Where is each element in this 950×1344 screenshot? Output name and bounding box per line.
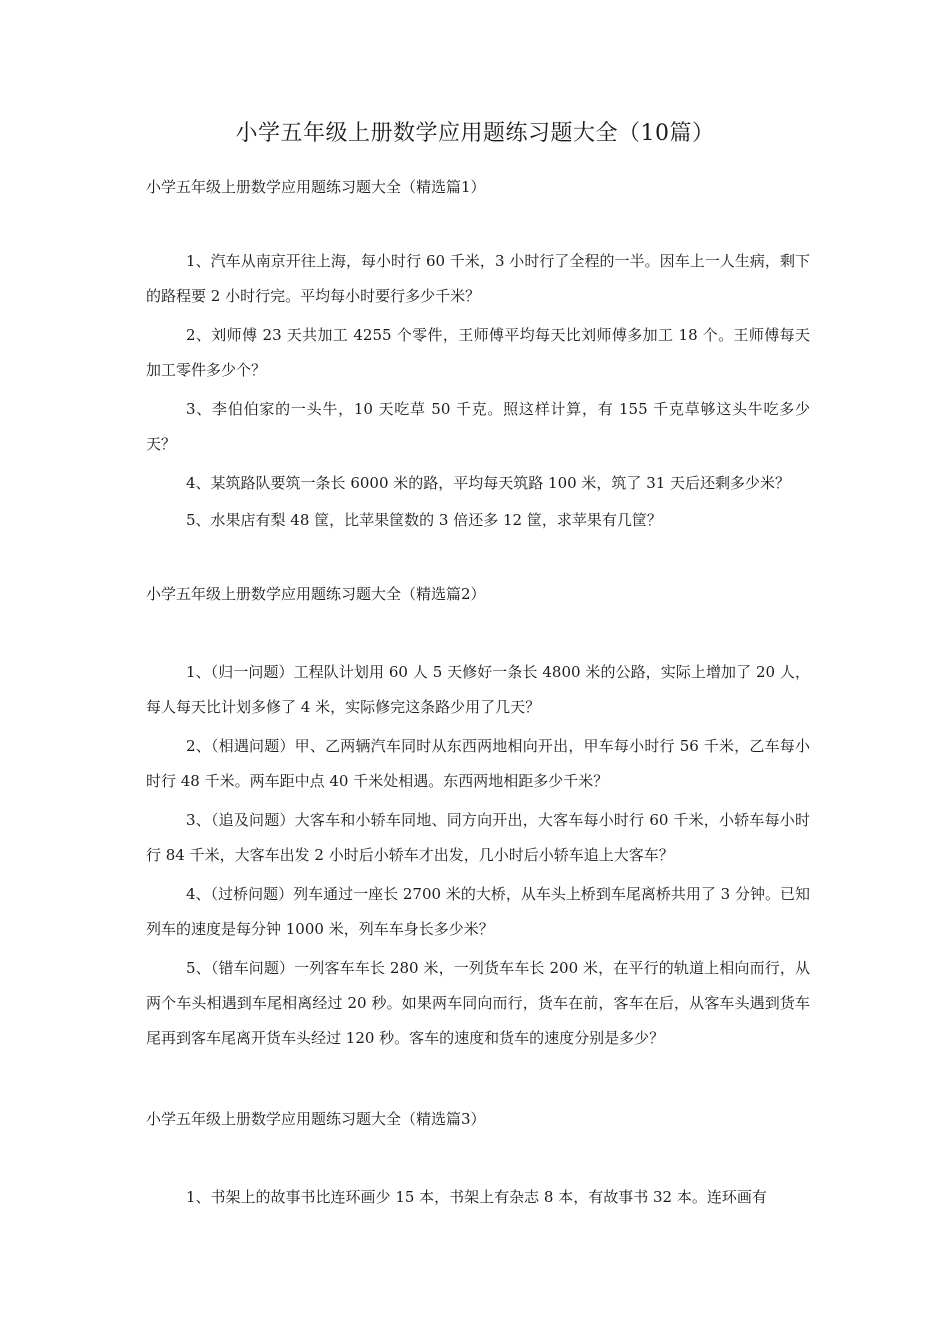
section-heading-3: 小学五年级上册数学应用题练习题大全（精选篇3） (146, 1110, 486, 1128)
section-heading-1: 小学五年级上册数学应用题练习题大全（精选篇1） (146, 178, 486, 196)
question-1-1: 1、汽车从南京开往上海，每小时行 60 千米，3 小时行了全程的一半。因车上一人生病，剩下的路程要 2 小时行完。平均每小时要行多少千米？ (146, 252, 810, 305)
question-1-5: 5、水果店有梨 48 筐，比苹果筐数的 3 倍还多 12 筐，求苹果有几筐？ (186, 511, 662, 529)
question-2-2: 2、（相遇问题）甲、乙两辆汽车同时从东西两地相向开出，甲车每小时行 56 千米，乙车每小时行 48 千米。两车距中点 40 千米处相遇。东西两地相距多少千米？ (146, 737, 810, 790)
question-1-4: 4、某筑路队要筑一条长 6000 米的路，平均每天筑路 100 米，筑了 31 天后还剩多少米？ (186, 474, 791, 492)
question-2-4: 4、（过桥问题）列车通过一座长 2700 米的大桥，从车头上桥到车尾离桥共用了 3 分钟。已知列车的速度是每分钟 1000 米，列车车身长多少米？ (146, 885, 810, 938)
section-heading-2: 小学五年级上册数学应用题练习题大全（精选篇2） (146, 585, 486, 603)
question-3-1: 1、书架上的故事书比连环画少 15 本，书架上有杂志 8 本，有故事书 32 本。连环画有 (186, 1188, 767, 1206)
document-title: 小学五年级上册数学应用题练习题大全（10篇） (235, 121, 715, 146)
question-1-2: 2、刘师傅 23 天共加工 4255 个零件，王师傅平均每天比刘师傅多加工 18 个。王师傅每天加工零件多少个？ (146, 326, 810, 379)
question-2-5: 5、（错车问题）一列客车车长 280 米，一列货车车长 200 米，在平行的轨道上相向而行，从两个车头相遇到车尾相离经过 20 秒。如果两车同向而行，货车在前，客车在后，从客车头遇到货车尾再到客车尾离开货车头经过 120 秒。客车的速度和货车的速度分别是多少？ (146, 959, 810, 1047)
question-2-1: 1、（归一问题）工程队计划用 60 人 5 天修好一条长 4800 米的公路，实际上增加了 20 人，每人每天比计划多修了 4 米，实际修完这条路少用了几天？ (146, 663, 810, 716)
question-2-3: 3、（追及问题）大客车和小轿车同地、同方向开出，大客车每小时行 60 千米，小轿车每小时行 84 千米，大客车出发 2 小时后小轿车才出发，几小时后小轿车追上大客车？ (146, 811, 810, 864)
question-1-3: 3、李伯伯家的一头牛，10 天吃草 50 千克。照这样计算，有 155 千克草够这头牛吃多少天？ (146, 400, 810, 453)
